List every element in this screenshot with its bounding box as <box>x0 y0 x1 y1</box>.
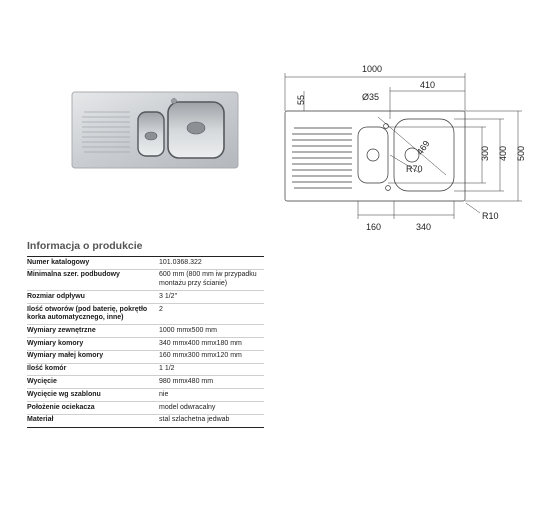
dim-r70: R70 <box>406 164 423 174</box>
spec-label: Materiał <box>27 414 159 427</box>
dim-r10: R10 <box>482 211 499 221</box>
spec-row <box>27 257 264 270</box>
spec-row <box>27 269 264 290</box>
dim-drain: Ø35 <box>362 92 380 102</box>
spec-value: 1 1/2 <box>159 363 264 376</box>
dim-410: 410 <box>420 80 436 90</box>
dim-469: 469 <box>414 138 432 157</box>
spec-value: nie <box>159 389 264 402</box>
technical-drawing <box>270 55 540 235</box>
spec-row <box>27 363 264 376</box>
spec-row <box>27 325 264 338</box>
dim-400: 400 <box>498 145 508 161</box>
spec-row <box>27 303 264 324</box>
sink-outline <box>285 111 465 201</box>
spec-row <box>27 402 264 415</box>
spec-value: 600 mm (800 mm iw przypadku montażu przy ścianie) <box>159 269 264 290</box>
dim-500: 500 <box>516 145 526 161</box>
spec-label: Minimalna szer. podbudowy <box>27 269 159 290</box>
section-title: Informacja o produkcie <box>27 240 143 252</box>
dim-55: 55 <box>296 94 306 105</box>
spec-label: Wycięcie wg szablonu <box>27 389 159 402</box>
spec-label: Wycięcie <box>27 376 159 389</box>
spec-row <box>27 414 264 427</box>
sink-photo <box>70 90 240 170</box>
spec-value: 1000 mmx500 mm <box>159 325 264 338</box>
spec-row <box>27 389 264 402</box>
spec-value: 340 mmx400 mmx180 mm <box>159 338 264 351</box>
spec-value: 2 <box>159 303 264 324</box>
spec-label: Ilość komór <box>27 363 159 376</box>
spec-value: 980 mmx480 mm <box>159 376 264 389</box>
small-bowl <box>358 127 388 183</box>
spec-label: Wymiary zewnętrzne <box>27 325 159 338</box>
spec-label: Położenie ociekacza <box>27 402 159 415</box>
spec-value: 160 mmx300 mmx120 mm <box>159 350 264 363</box>
spec-value: stal szlachetna jedwab <box>159 414 264 427</box>
spec-label: Ilość otworów (pod baterię, pokrętło korka automatycznego, inne) <box>27 303 159 324</box>
spec-row <box>27 291 264 304</box>
spec-label: Rozmiar odpływu <box>27 291 159 304</box>
dim-340: 340 <box>416 222 432 232</box>
dim-1000: 1000 <box>362 64 383 74</box>
spec-label: Wymiary komory <box>27 338 159 351</box>
spec-row <box>27 376 264 389</box>
spec-row <box>27 338 264 351</box>
specs-table <box>27 256 264 428</box>
spec-row <box>27 350 264 363</box>
spec-value: 3 1/2" <box>159 291 264 304</box>
spec-label: Wymiary małej komory <box>27 350 159 363</box>
dim-160: 160 <box>366 222 382 232</box>
dim-300: 300 <box>480 145 490 161</box>
spec-label: Numer katalogowy <box>27 257 159 270</box>
spec-value: 101.0368.322 <box>159 257 264 270</box>
spec-value: model odwracalny <box>159 402 264 415</box>
